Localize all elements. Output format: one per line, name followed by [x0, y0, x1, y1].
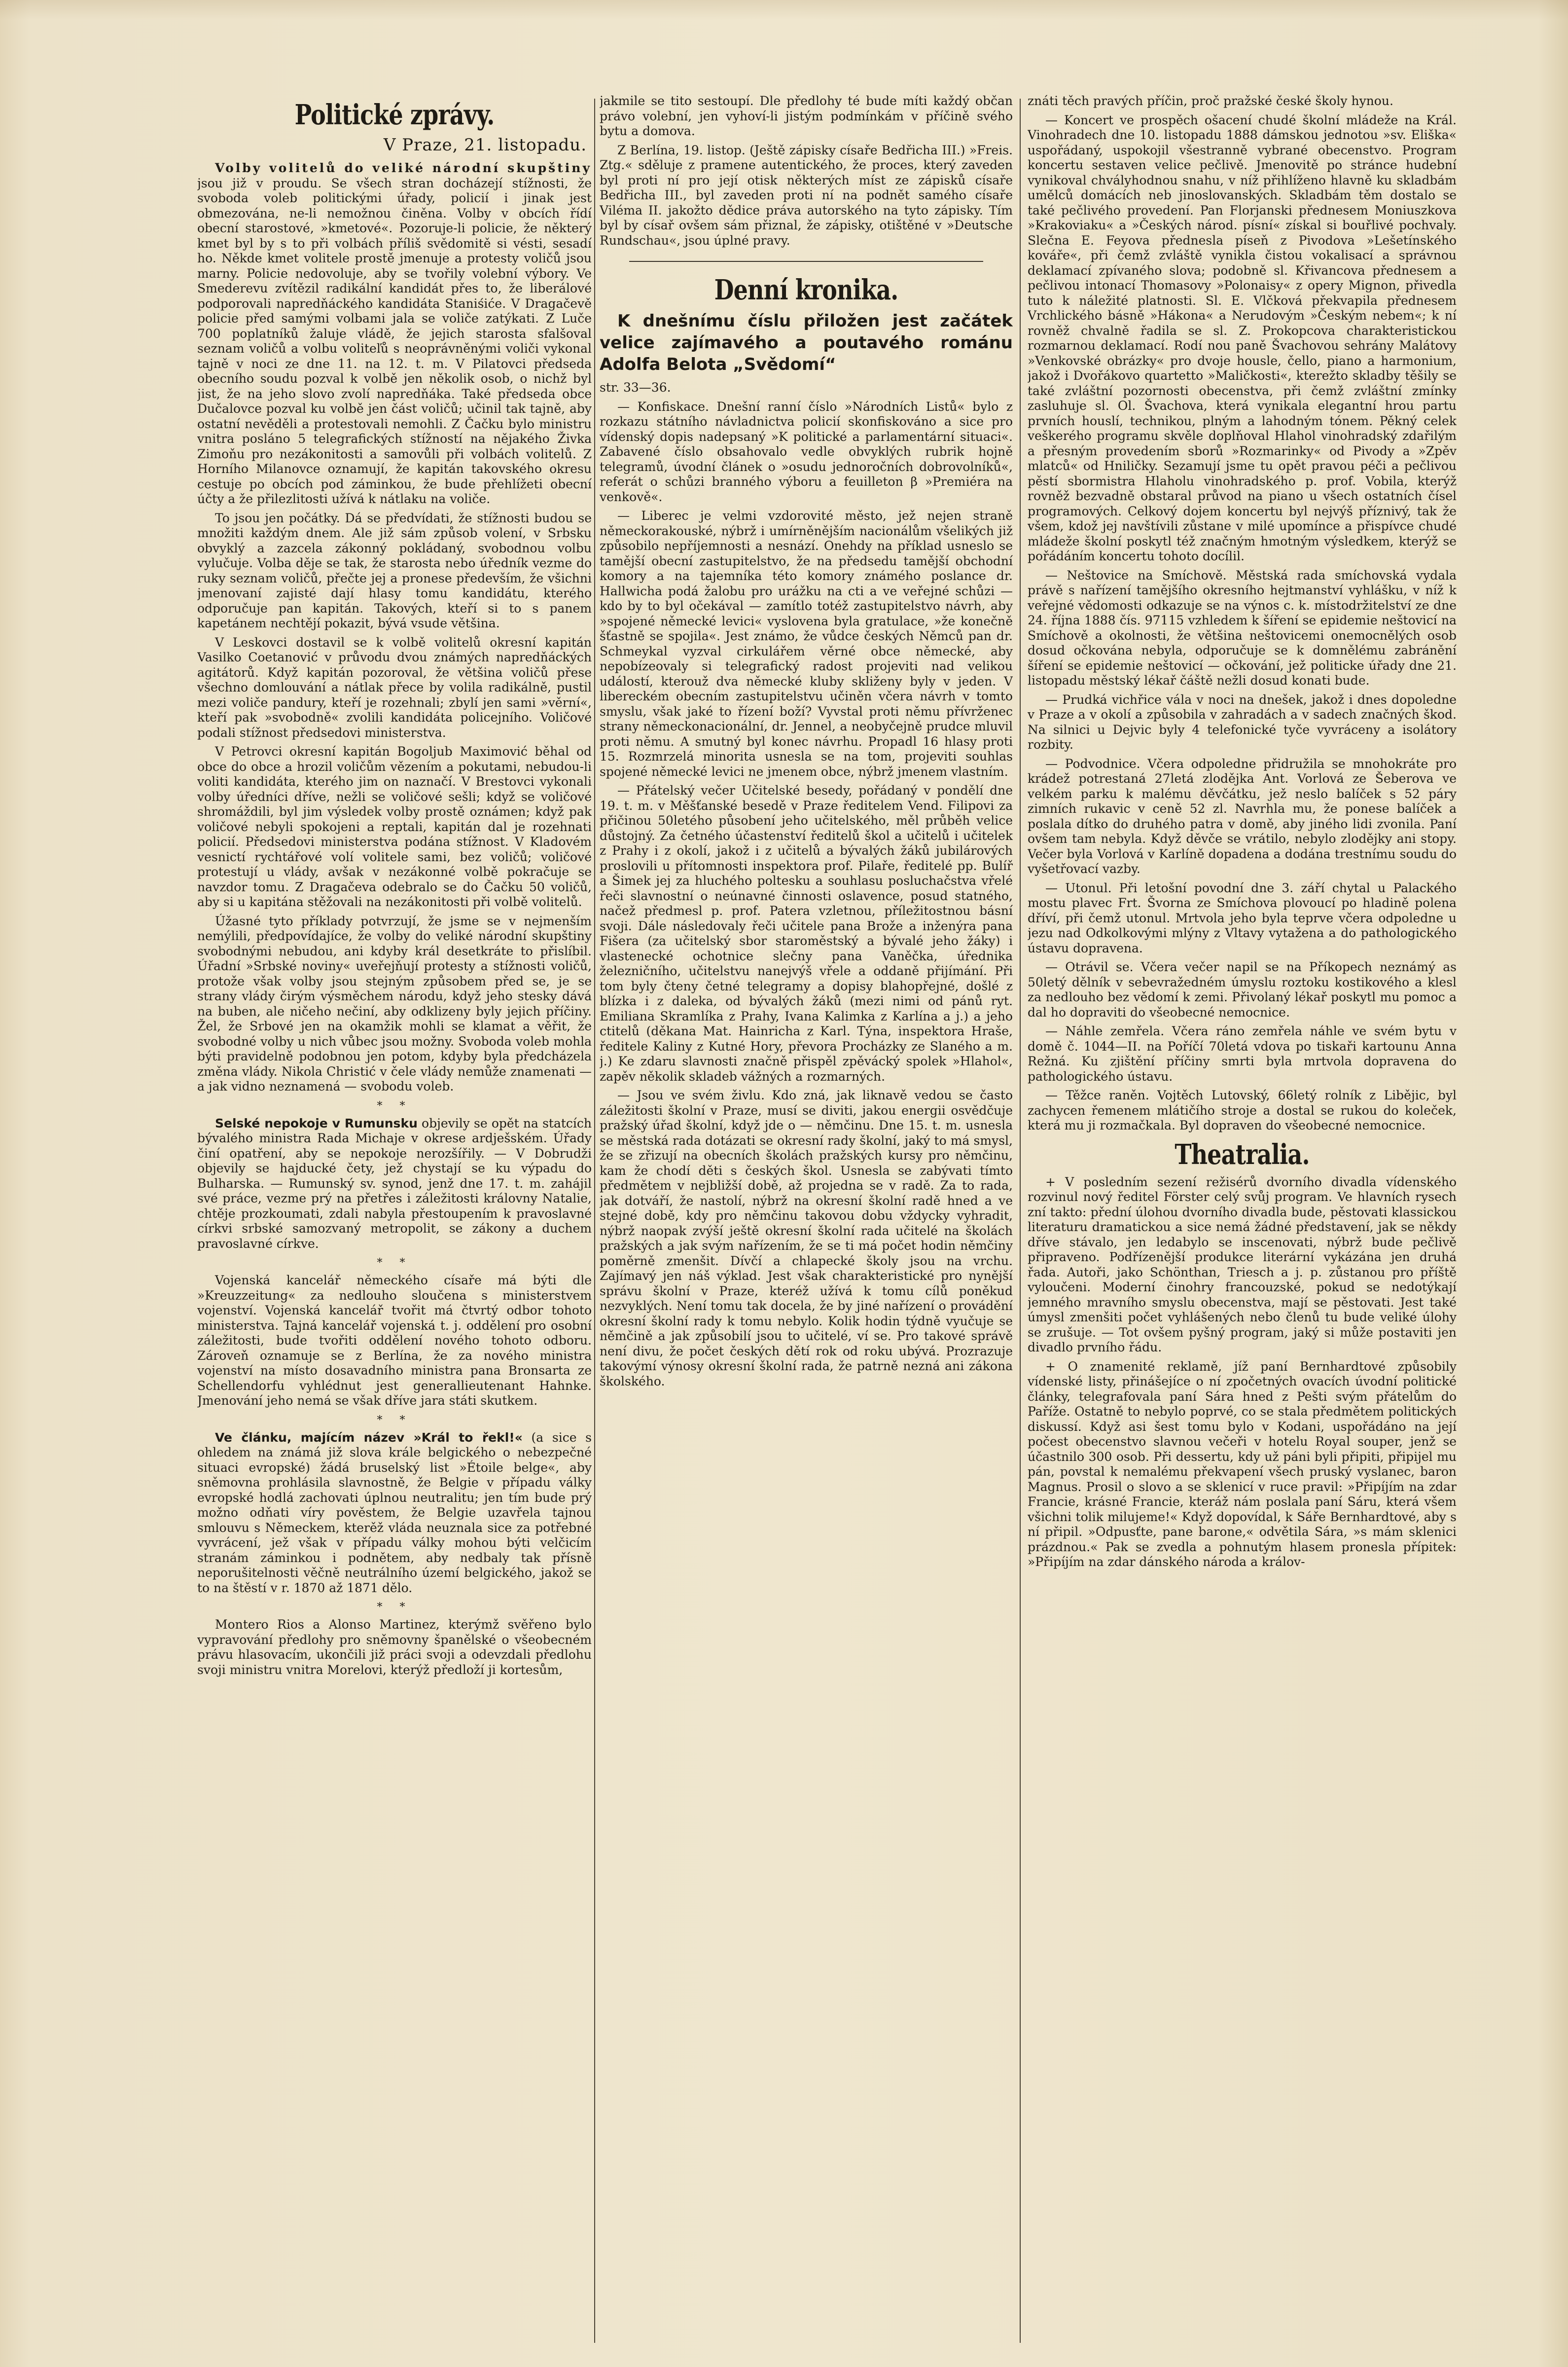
article-paragraph: [197, 1430, 592, 1596]
dateline: V Praze, 21. listopadu.: [383, 135, 587, 155]
paragraph-text: (a sice s ohledem na známá již slova krále belgického o nebezpečné situaci evropské) žádá bruselský list »Étoile belge«, aby sněmovna prohlásila slavnostně, že Belgie v případu války evropské hodlá zachovati úplnou neutralitu; jen tím bude prý možno odňati víry pověstem, že Belgie uzavřela tajnou smlouvu s Německem, kterěž vláda neuznala sice za potřebné vyvrácení, jež však v případu války mohou býti velčicím stranám záminkou i podnětem, aby nedbaly tak přísně neporušitelnosti věčně neutrálního území belgického, jakož se to na štěstí v r. 1870 až 1871 dělo.: [197, 1430, 592, 1595]
article-paragraph: — Utonul. Při letošní povodní dne 3. září chytal u Palackého mostu plavec Frt. Švorna ze Smíchova plovoucí po hladině polena dříví, při čemž utonul. Mrtvola jeho byla teprve včera odpoledne u jezu nad Odkolkovými mlýny z Vltavy vytažena a do pathologického ústavu dopravena.: [1028, 880, 1457, 955]
section-title-theatralia: Theatralia.: [1175, 1138, 1310, 1171]
article-paragraph: znáti těch pravých příčin, proč pražské české školy hynou.: [1028, 94, 1393, 108]
paragraph-text: objevily se opět na statcích bývalého ministra Rada Michaje v okrese ardješském. Úřady činí opatření, aby se nepokoje nerozšířily. — V Dobrudži objevily se hajducké čety, jež chystají se ku výpadu do Bulharska. — Rumunský sv. synod, jenž dne 17. t. m. zahájil své práce, vezme prý na přetřes i záležitosti královny Natalie, chtěje prozkoumati, zdali nabyla přestoupením k pravoslavné církvi srbské samozvaný metropolit, se zákony a duchem pravoslavné církve.: [197, 1116, 592, 1251]
column-middle: [600, 94, 1013, 2343]
column-rule: [1020, 99, 1021, 2343]
column-right: [1028, 94, 1457, 2343]
article-paragraph: Úžasné tyto příklady potvrzují, že jsme se v nejmenším nemýlili, předpovídajíce, že volby do veliké národní skupštiny svobodnými nebudou, ani kdyby král desetkráte to přislíbil. Úřadní »Srbské noviny« uveřejňují protesty a stížnosti voličů, protože však volby jsou stejným způsobem před se, je se strany vlády čirým výsměchem národu, když jeho stesky dává na buben, ale ničeho nečiní, aby odklizeny byly jejich příčiny. Žel, že Srbové jen na okamžik mohli se klamat a věřit, že svobodné volby u nich vůbec jsou možny. Svoboda voleb mohla býti pravidelně podobnou jen potom, kdyby byla předcházela změna vlády. Nikola Christić v čele vlády nemůže znamenati — a jak vidno neznamená — svobodu voleb.: [197, 913, 592, 1093]
article-paragraph: — Jsou ve svém živlu. Kdo zná, jak liknavě vedou se často záležitosti školní v Praze, musí se diviti, jakou energii osvědčuje pražský úřad školní, když jde o — němčinu. Dne 15. t. m. usnesla se městská rada dotázati se okresní rady školní, jaký to má smysl, že se zřizují na obecních školách pražských kursy pro němčinu, kam že chodí děti s českých škol. Usnesla se zabývati tímto předmětem v nejbližší době, až projedna se v radě. Za to rada, jak dotváří, že nastolí, nýbrž na okresní školní radě hned a ve stejné době, kdy pro němčinu takovou dobu vždycky vyhradit, nýbrž naopak zvýší ještě okresní školní rada učitelé na školách pražských a jak svým nařízením, že se ti má počet hodin němčiny poměrně zmenšit. Dívčí a chlapecké školy jsou na vrchu. Zajímavý jen náš výklad. Jest však charakteristické pro nynější správu školní v Praze, kteréž užívá k tomu cílů poněkud nezvyklých. Není tomu tak docela, že by jiné nařízení o provádění okresní školní rady k tomu nebylo. Kolik hodin týdně vyučuje se němčině a jak způsobilí jsou to učitelé, ví se. Pro takové správě není divu, že počet českých dětí rok od roku ubývá. Prozrazuje takovýmí výnosy okresní školní rada, že patrně nezná ani zákona školského.: [600, 1088, 1013, 1388]
article-paragraph: V Leskovci dostavil se k volbě volitelů okresní kapitán Vasilko Coetanović v průvodu dvou známých napredňáckých agitátorů. Když kapitán pozoroval, že většina voličů přese všechno domlouvání a nátlak přece by volila radikálně, pustil mezi voliče pandury, kteří je rozehnali; zbylí jen sami »věrní«, kteří pak »svobodně« zvolili kandidáta policejního. Voličové podali stížnost předsedovi ministerstva.: [197, 635, 592, 740]
horizontal-rule: [629, 261, 983, 262]
article-paragraph: — Koncert ve prospěch ošacení chudé školní mládeže na Král. Vinohradech dne 10. listopadu 1888 dámskou jednotou »sv. Eliška« uspořádaný, uspokojil všestranně vybrané obecenstvo. Program koncertu sestaven velice pečlivě. Jmenovitě po stránce hudební vynikoval chvályhodnou snahu, v níž přihlíženo hlavně ku skladbám umělců domácích neb jinoslovanských. Skladbám těm dostalo se také pečlivého provedení. Pan Florjanski přednesem Moniuszkova »Krakoviaku« a »Českých národ. písní« získal si bouřlivé pochvaly. Slečna E. Feyova přednesla píseň z Pivodova »Lešetínského kováře«, při čemž zvláště vynikla čistou vokalisací a správnou deklamací zpívaného slova; podobně sl. Křivancova přednesem a pečlivou intonací Thomasovy »Polonaisy« z opery Mignon, přivedla tuto k náležité platnosti. Sl. E. Vlčková překvapila přednesem Vrchlického básně »Hákona« a Nerudovým »Českým nebem«; k ní rovněž chvalně řadila se sl. Z. Prokopcova charakteristickou rozmarnou deklamací. Rodí nou paně Švachovou sehrány Malátovy »Venkovské obrázky« pro dvoje housle, čello, piano a harmonium, jakož i Dvořákovo quartetto »Maličkosti«, kterežto skladby těšily se také zvláštní pozornosti obecenstva, při čemž zvláštní zmínky zasluhuje sl. Ol. Švachova, která vynikala elegantní hrou partu prvních houslí, technikou, plným a lahodným tónem. Pěkný celek veškerého programu skvěle doplňoval Hlahol vinohradský zdařilým a přesným provedením sborů »Rozmarinky« od Pivody a »Zpěv mlatců« od Hniličky. Sezamují jsme tu opět pravou péči a pečlivou pěstí sbormistra Hlaholu vinohradského p. prof. Vobila, kterýž rovněž bezvadně obstaral průvod na piano u všech ostatních čísel programových. Celkový dojem koncertu byl nejvýš příznivý, tak že všem, kdož jej navštívili zůstane v milé upomínce a přispívce chudé mládeže školní poskytl též značným hmotným výsledkem, kterýž se pořádáním koncertu tohoto docílil.: [1028, 112, 1457, 563]
article-paragraph: — Konfiskace. Dnešní ranní číslo »Národních Listů« bylo z rozkazu státního návladnictva policií skonfiskováno a sice pro vídenský dopis nadepsaný »K politické a parlamentární situaci«. Zabavené číslo obsahovalo vedle obvyklých rubrik hojně telegramů, úvodní článek o »osudu jednoročních dobrovolníků«, referát o schůzi branného výboru a feuilleton β »Premiéra na venkově«.: [600, 399, 1013, 504]
section-title-politicke-zpravy: Politické zprávy.: [294, 99, 495, 131]
section-title-denni-kronika: Denní kronika.: [714, 274, 898, 306]
article-paragraph: — Liberec je velmi vzdorovité město, jež nejen straně německorakouské, nýbrž i umírněnějším nacionálům všelikých již způsobilo nepříjemnosti a nesnází. Onehdy na příklad usneslo se tamější obecní zastupitelstvo, že na předsedu tamější obchodní komory a na tajemníka této komory známého poslance dr. Hallwicha podá žalobu pro urážku na cti a ve veřejné schůzi — kdo by to byl očekával — zamítlo totéž zastupitelstvo návrh, aby »spojené německé levici« vyslovena byla gratulace, »že konečně šťastně se spojila«. Jest známo, že vůdce českých Němců pan dr. Schmeykal vyzval cirkulářem věrné obce německé, aby nepobízeovaly si telegrafický radost projeviti nad velikou událostí, kterouž dva německé kluby skliženy byly v jeden. V libereckém obecním zastupitelstvu učiněn včera návrh v tomto smyslu, však jaké to řízení boží? Vyvstal proti němu přívrženec strany německonacionální, dr. Jennel, a neobyčejně prudce mluvil proti němu. A smutný byl konec návrhu. Propadl 16 hlasy proti 15. Rozmrzelá minorita usnesla se na tom, projeviti souhlas spojené německé levici ne jmenem obce, nýbrž jmenem vlastním.: [600, 509, 1013, 779]
article-paragraph: — Náhle zemřela. Včera ráno zemřela náhle ve svém bytu v domě č. 1044—II. na Poříčí 70letá vdova po tiskaři kartounu Anna Režná. Ku zjištění příčiny smrti byla mrtvola dopravena do pathologického ústavu.: [1028, 1024, 1457, 1084]
announcement-pages: str. 33—36.: [600, 380, 671, 395]
article-paragraph: [197, 161, 592, 507]
star-separator: * *: [377, 1414, 412, 1426]
paragraph-lead: Ve článku, majícím název »Král to řekl!«: [215, 1430, 523, 1445]
paper-edge: [0, 0, 1568, 20]
article-paragraph: — Otrávil se. Včera večer napil se na Příkopech neznámý as 50letý dělník v sebevražedném úmyslu roztoku kostikového a klesl za nedlouho bez vědomí k zemi. Přivolaný lékař poskytl mu pomoc a dal ho dopraviti do všeobecné nemocnice.: [1028, 960, 1457, 1020]
article-paragraph: Montero Rios a Alonso Martinez, kterýmž svěřeno bylo vypravování předlohy pro sněmovny španělské o všeobecném právu hlasovacím, ukončili již práci svoji a odevzdali předlohu svoji ministru vnitra Morelovi, kterýž předloží ji kortesům,: [197, 1617, 592, 1677]
article-paragraph: To jsou jen počátky. Dá se předvídati, že stížnosti budou se množiti každým dnem. Ale již sám způsob volení, v Srbsku obvyklý a zazcela zákonný pokládaný, svobodnou volbu vylučuje. Volba děje se tak, že starosta nebo úředník vezme do ruky seznam voličů, přečte jej a pronese především, že všichni jmenovaní zajisté dají hlasy tomu kandidátu, kterého odporučuje pan kapitán. Takových, kteří si to s panem kapetánem nechtějí pokazit, bývá vsude většina.: [197, 510, 592, 630]
paragraph-text: jsou již v proudu. Se všech stran docházejí stížnosti, že svoboda voleb politickými úřady, policií i jinak jest obmezována, ne-li nemožnou činěna. Volby v obcích řídí obecní starostové, »kmetové«. Pozoruje-li policie, že některý kmet byl by s to při volbách příliš svědomitě si vésti, sesadí ho. Někde kmet volitele prostě jmenuje a protesty voličů jsou marny. Policie nedovoluje, aby se tvořily volební výbory. Ve Smederevu zvítězil radikální kandidát přes to, že liberálové podporovali napredňáckého kandidáta Staniśiće. V Dragačevě policie před samými volbami jala se voliče zatýkati. Z Luče 700 poplatníků žaluje vládě, že jejich starosta sfalšoval seznam voličů a volbu voliteľů s neoprávněnými voliči vykonal tajně v noci ze dne 11. na 12. t. m. V Pilatovci předseda obecního soudu pozval k volbě jen několik osob, o nichž byl jist, že na jeho slovo zvolí napredňáka. Také předseda obce Dučalovce pozval ku volbě jen část voličů; učinil tak tajně, aby ostatní nevěděli a protestovali nemohli. Z Čačku bylo ministru vnitra posláno 5 telegrafických stížností na nějakého Živka Zimoňu pro nezákonitosti a samovůli při volbách volitelů. Z Horního Milanovce oznamují, že kapitán takovského okresu cestuje po obcích pod záminkou, že bude přehlížeti obecní účty a že přilezlitosti užívá k nátlaku na voliče.: [197, 176, 592, 506]
column-left: [197, 94, 592, 2343]
star-separator: * *: [377, 1601, 412, 1613]
article-paragraph: Z Berlína, 19. listop. (Ještě zápisky císaře Bedřicha III.) »Freis. Ztg.« sděluje z pramene autentického, že proces, který zaveden byl proti ní pro její otisk některých míst ze zápisků císaře Bedřicha III., byl zaveden proti ní na podnět samého císaře Viléma II. jakožto dědice práva autorského na tyto zápisky. Tím byl by císař ovšem sám přiznal, že zápisky, otištěné v »Deutsche Rundschau«, jsou úplné pravy.: [600, 143, 1013, 248]
article-paragraph: Vojenská kancelář německého císaře má býti dle »Kreuzzeitung« za nedlouho sloučena s ministerstvem vojenství. Vojenská kancelář tvořit má čtvrtý odbor tohoto ministerstva. Tajná kancelář vojenská t. j. oddělení pro osobní záležitosti, bude tvořiti oddělení nového tohoto odboru. Zároveň oznamuje se z Berlína, že za nového ministra vojenství na místo dosavadního ministra pana Bronsarta ze Schellendorfu vyhlédnut jest generallieutenant Hahnke. Jmenování jeho nemá se však dříve jara státi skutkem.: [197, 1273, 592, 1408]
article-paragraph: jakmile se tito sestoupí. Dle předlohy té bude míti každý občan právo volební, jen vyhoví-li jistým podmínkám v příčině svého bytu a domova.: [600, 94, 1013, 138]
article-paragraph: — Podvodnice. Včera odpoledne přidružila se mnohokráte pro krádež potrestaná 27letá zlodějka Ant. Vorlová ze Šeberova ve velkém parku k malému děvčátku, jež neslo balíček s 52 páry zimních rukavic v ceně 52 zl. Navrhla mu, že ponese balíček a poslala dítko do druhého patra v domě, aby jiného lidi zvonila. Paní ovšem tam nebyla. Když děvče se vrátilo, nebylo zlodějky ani stopy. Večer byla Vorlová v Karlíně dopadena a dodána trestnímu soudu do vyšetřovací vazby.: [1028, 756, 1457, 876]
article-paragraph: — Prudká vichřice vála v noci na dnešek, jakož i dnes dopoledne v Praze a v okolí a způsobila v zahradách a v sadech značných škod. Na silnici u Dejvic byly 4 telefonické tyče vyvráceny a isolátory rozbity.: [1028, 692, 1457, 752]
announcement-lead: K dnešnímu číslu přiložen jest začátek velice zajímavého a poutavého románu Adolfa Belota „Svědomí“: [600, 311, 1013, 374]
article-paragraph: V Petrovci okresní kapitán Bogoljub Maximović běhal od obce do obce a hrozil voličům vězením a pokutami, nebudou-li voliti kandidáta, kterého jim on naznačí. V Brestovci vykonali volby úředníci dříve, nežli se voličové sešli; když se voličové shromáždili, byl jim výsledek volby prostě oznámen; když pak voličové nebyli spokojeni a reptali, kapitán dal je rozehnati policií. Předsedovi ministerstva podána stížnost. V Kladovém vesnictí rychtářové volí volitele sami, bez voličů; voličové protestují u vlády, avšak v nezákonné volbě pokračuje se navzdor tomu. Z Dragačeva odebralo se do Čačku 50 voličů, aby si u kapitána stěžovali na nezákonitosti při volbě volitelů.: [197, 744, 592, 909]
article-paragraph: — Přátelský večer Učitelské besedy, pořádaný v pondělí dne 19. t. m. v Měšťanské besedě v Praze ředitelem Vend. Filipovi za přičinou 50letého působení jeho učitelského, měl průběh velice důstojný. Za četného účastenství ředitelů škol a učitelů i učitelek z Prahy i z okolí, jakož i z učitelů a bývalých žáků jubilárových proslovili u přítomnosti inspektora prof. Pilaře, ředitelé pp. Bulíř a Šimek jej za hluchého poltesku a souhlasu posluchačstva vřelé řeči slavnostní o neúnavné činnosti oslavence, posud statného, načež předmesl p. prof. Patera vzletnou, příležitostnou básní svoji. Dále následovaly řeči učitele pana Brože a inženýra pana Fišera (za učitelský sbor staroměstský a bývalé jeho žáky) i vlastenecké ochotnice slečny pana Vaněčka, úřednika železničního, učitelstvu nanejvýš vřele a oddaně přijímání. Při tom byly čteny četné telegramy a dopisy blahopřejné, došlé z blízka i z daleka, od bývalých žáků (mezi nimi od pánů ryt. Emiliana Skramlíka z Prahy, Ivana Kalimka z Karlína a j.) a jeho ctitelů (děkana Mat. Hainricha z Karl. Týna, inspektora Hraše, ředitele Kaliny z Kutné Hory, převora Procházky ze Slaného a m. j.) Ke zdaru slavnosti značně přispěl zpěvácký spolek »Hlahol«, zapěv několik skladeb vážných a rozmarných.: [600, 783, 1013, 1084]
paragraph-lead: Volby volitelů do veliké národní skupštiny: [215, 161, 592, 175]
article-paragraph: + O znamenité reklamě, jíž paní Bernhardtové způsobily vídenské listy, přinášejíce o ní zpočetných ovacích úvodní politické články, telegrafovala paní Sára hned z Pešti svým přátelům do Paříže. Ostatně to nebylo poprvé, co se stala předmětem politických diskussí. Když asi šest tomu bylo v Kodani, uspořádáno na její počest obecenstvo slavnou večeři v hotelu Royal souper, jenž se účastnilo 300 osob. Při dessertu, kdy už páni byli připiti, připijel mu pán, povstal k nemalému překvapení všech pruský vyslanec, baron Magnus. Prosil o slovo a se sklenicí v ruce pravil: »Připíjím na zdar Francie, krásné Francie, kteráž nám poslala paní Sáru, která všem všichni tolik milujeme!« Když dopovídal, k Sáře Bernhardtové, aby s ní připil. »Odpusťte, pane barone,« odvětila Sára, »s mám sklenici prázdnou.« Pak se zvedla a pohnutým hlasem pronesla přípitek: »Připíjím na zdar dánského národa a králov-: [1028, 1359, 1457, 1569]
article-paragraph: + V posledním sezení režisérů dvorního divadla vídenského rozvinul nový ředitel Förster celý svůj program. Ve hlavních rysech zní takto: přední úlohou dvorního divadla bude, pěstovati klassickou literaturu dramatickou a sice nemá žádné představení, jak se někdy dříve stávalo, jen ledabylo se inscenovati, nýbrž bude pečlivě připraveno. Podřízenější produkce literární vykázána jen druhá řada. Autoři, jako Schönthan, Triesch a j. p. zůstanou pro příště vyloučeni. Moderní činohry francouzské, pokud se nedotýkají jemného mravního smyslu obecenstva, mají se pěstovati. Jest také úmysl zmenšiti počet vyhlášených nebo členů tu bude veliké úlohy se zrušuje. — Tot ovšem pyšný program, jaký si může postaviti jen divadlo prvního řádu.: [1028, 1174, 1457, 1354]
star-separator: * *: [377, 1257, 412, 1269]
star-separator: * *: [377, 1099, 412, 1112]
paragraph-lead: Selské nepokoje v Rumunsku: [215, 1116, 418, 1130]
article-paragraph: — Těžce raněn. Vojtěch Lutovský, 66letý rolník z Libějic, byl zachycen řemenem mlátičího stroje a dostal se rukou do koleček, která mu ji rozmačkala. Byl dopraven do všeobecné nemocnice.: [1028, 1088, 1457, 1132]
column-rule: [594, 99, 595, 2343]
article-paragraph: — Neštovice na Smíchově. Městská rada smíchovská vydala právě s nařízení tamějšího okresního hejtmanství vyhlášku, v níž k veřejné vědomosti odkazuje se na výnos c. k. místodržitelství ze dne 24. října 1888 čís. 97115 vzhledem k šíření se epidemie neštovicí na Smíchově a okolnosti, že většina neštovicemi onemocnělých osob dosud očkována nebyla, odporučuje se k domnělému zabránění šíření se epidemie neštovicí — očkování, jež politicke úřady dne 21. listopadu městský lékař čáště nežli dosud konati bude.: [1028, 568, 1457, 688]
article-paragraph: [197, 1116, 592, 1252]
